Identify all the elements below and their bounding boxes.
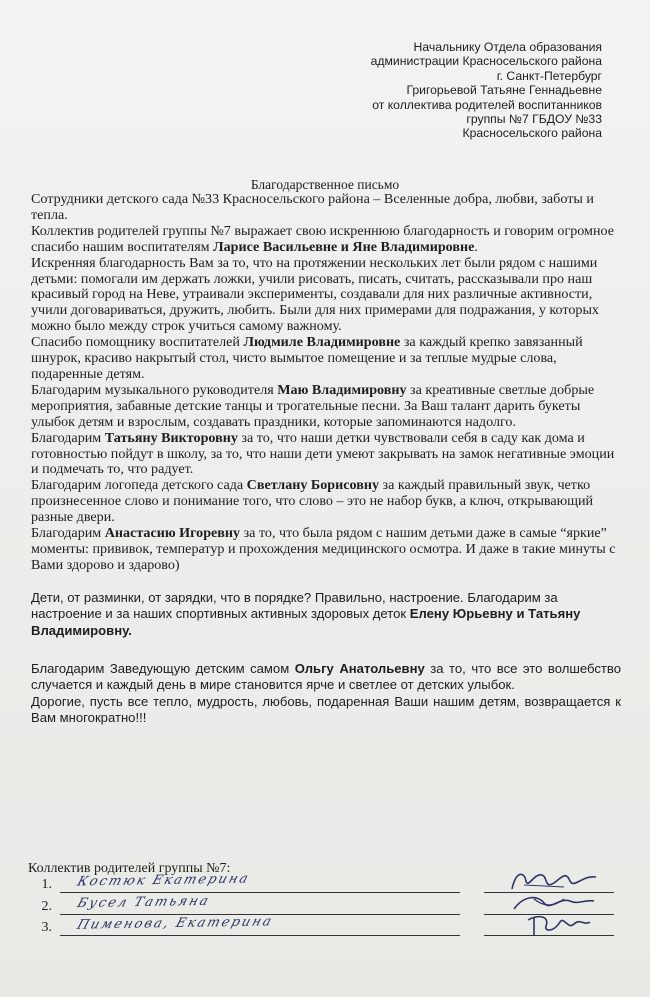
row-number: 3. (41, 920, 52, 935)
row-number: 1. (41, 877, 52, 892)
paragraph-music (31, 383, 621, 431)
paragraph-closing: Дорогие, пусть все тепло, мудрость, любовь, подаренная Ваши нашим детям, возвращается к Вам многократно!!! (31, 693, 621, 726)
name-bold: Светлану Борисовну (246, 477, 379, 494)
text: за креативные светлые добрые мероприятия, забавные детские танцы и трогательные песни. За Ваш талант дарить букеты улыбок детям и взрослым, создавать праздники, которые запоминаются надолго. (31, 381, 595, 430)
name-bold: Анастасию Игоревну (104, 525, 241, 542)
addressee-line: Григорьевой Татьяне Геннадьевне (406, 83, 602, 98)
text: Благодарим (31, 429, 105, 446)
paragraph-nurse (31, 526, 621, 574)
signature-line (60, 935, 460, 936)
text: Коллектив родителей группы №7 выражает свою искреннюю благодарность и говорим огромное спасибо нашим воспитателям (31, 222, 614, 255)
handwritten-name: Костюк Екатерина (75, 871, 252, 890)
signature-line (60, 892, 460, 893)
handwritten-name: Бусел Татьяна (75, 893, 212, 912)
handwritten-name: Пименова, Екатерина (75, 914, 276, 933)
text: за каждый правильный звук, четко произнесенное слово и понимание того, что слово – это не набор букв, а ключ, открывающий разные двери. (31, 477, 594, 526)
text: . (474, 238, 478, 255)
text: Благодарим музыкального руководителя (31, 381, 278, 398)
addressee-block (302, 40, 602, 141)
signatures-title: Коллектив родителей группы №7: (28, 861, 231, 876)
name-bold: Татьяну Викторовну (104, 429, 238, 446)
addressee-line: г. Санкт-Петербург (496, 68, 602, 83)
text: за то, что наши детки чувствовали себя в саду как дома и готовностью пойдут в школу, за то, что наши дети умеют закрывать на замок негативные эмоции и подмечать то, что радует. (31, 429, 615, 478)
paragraph-intro: Сотрудники детского сада №33 Красносельского района – Вселенные добра, любви, заботы и тепла. (31, 191, 594, 223)
paragraph-speech (31, 478, 621, 526)
name-bold: Людмиле Владимировне (243, 334, 401, 351)
paragraph-head (31, 661, 621, 694)
paragraph-assistant (31, 335, 621, 383)
row-number: 2. (41, 899, 52, 914)
autograph-signature (504, 910, 604, 938)
text: Благодарим Заведующую детским самом (31, 660, 295, 676)
text: Спасибо помощнику воспитателей (31, 334, 244, 351)
addressee-line: Красносельского района (462, 126, 602, 141)
letter-body (31, 192, 621, 727)
text: за то, что все это волшебство случается и каждый день в мире становится ярче и светлее от детских улыбок. (31, 660, 621, 693)
text: Благодарим логопеда детского сада (31, 477, 247, 494)
addressee-line: группы №7 ГБДОУ №33 (466, 112, 602, 127)
addressee-line: Начальнику Отдела образования (413, 40, 602, 54)
text: Благодарим (31, 525, 105, 542)
name-bold: Маю Владимировну (277, 381, 407, 398)
signature-row (34, 914, 614, 940)
paragraph-sport (31, 590, 621, 639)
letter-title: Благодарственное письмо (250, 177, 400, 192)
text: Дети, от разминки, от зарядки, что в порядке? Правильно, настроение. Благодарим за настроение и за наших спортивных активных здоровых деток (31, 589, 558, 622)
paragraph-gratitude: Искренняя благодарность Вам за то, что на протяжении нескольких лет были рядом с нашими детьми: помогали им держать ложки, учили рисовать, писать, считать, рассказывали про наш красивый город на Неве, утраивали эксперименты, создавали для них различные активности, учили договариваться, дружить, любить. Были для них примерами для подражания, у которых можно было между строк учиться самому важному. (31, 254, 599, 335)
text: за каждый крепко завязанный шнурок, красиво накрытый стол, чисто вымытое помещение и за теплые мудрые слова, подаренные детям. (31, 334, 583, 382)
addressee-line: от коллектива родителей воспитанников (372, 97, 602, 112)
paragraph-psychologist (31, 431, 621, 479)
name-bold: Елену Юрьевну и Татьяну Владимировну. (31, 606, 581, 638)
paragraph-teachers (31, 224, 621, 256)
text: за то, что была рядом с нашим детьми даже в самые “яркие” моменты: прививок, температур и прохождения медицинского осмотра. И даже в такие минуты с Вами здорово и здарово) (31, 525, 616, 573)
addressee-line: администрации Красносельского района (370, 54, 602, 69)
name-bold: Ларисе Васильевне и Яне Владимировне (213, 238, 475, 255)
name-bold: Ольгу Анатольевну (294, 660, 425, 676)
